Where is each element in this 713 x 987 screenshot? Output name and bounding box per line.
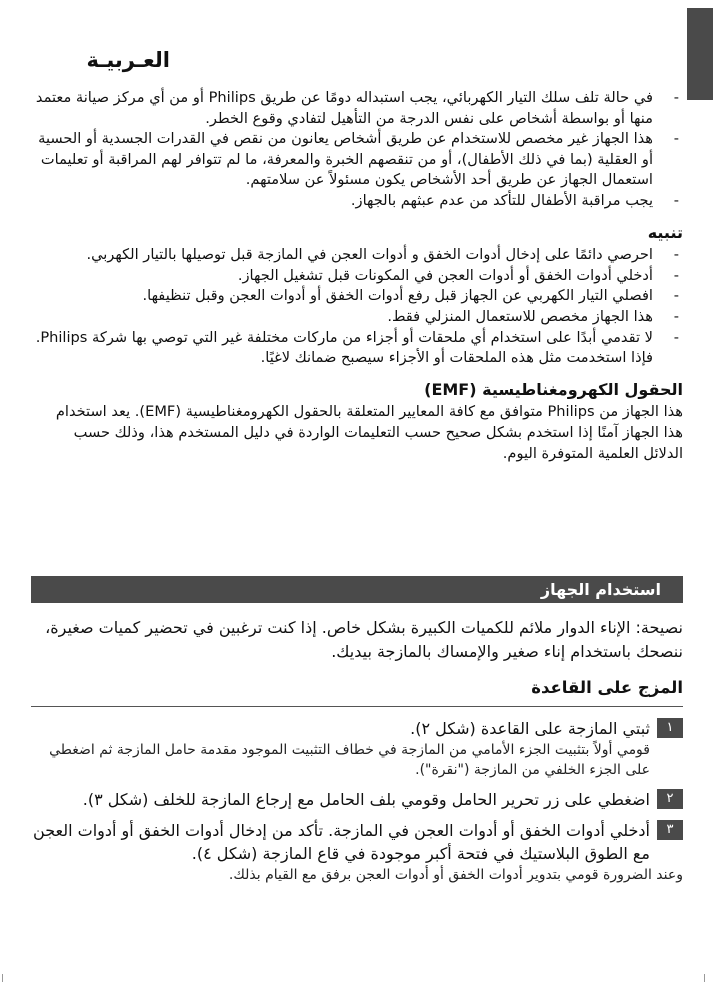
language-title: العـربيـة [86,48,170,72]
step-number-badge: ٣ [657,820,683,840]
language-tab [687,8,713,100]
safety-content [33,88,683,464]
warning-list [33,88,683,212]
crop-mark [704,974,705,982]
usage-content [31,616,683,885]
caution-heading: تنبيه [647,222,683,242]
list-item: - هذا الجهاز مخصص للاستعمال المنزلي فقط. [387,307,679,325]
emf-paragraph: هذا الجهاز من Philips متوافق مع كافة المعايير المتعلقة بالحقول الكهرومغناطيسية (EMF). يعد استخدام هذا الجهاز آمنًا إذا استخدم بشكل صحيح حسب التعليمات الواردة في دليل المستخدم هذا، وذلك حسب الدلائل العلمية المتوفرة اليوم. [55,403,683,462]
section-divider [31,706,683,707]
step-text: اضغطي على زر تحرير الحامل وقومي بلف الحامل مع إرجاع المازجة للخلف (شكل ٣). [82,790,650,809]
usage-heading-band: استخدام الجهاز [31,576,683,603]
base-mixing-heading: المزج على القاعدة [531,678,683,697]
list-item: - لا تقدمي أبدًا على استخدام أي ملحقات أو أجزاء من ماركات مختلفة غير التي توصي بها شركة Philips. فإذا استخدمت مثل هذه الملحقات أو الأجزاء سيصبح ضمانك لاغيًا. [35,328,679,367]
list-item: - احرصي دائمًا على إدخال أدوات الخفق و أدوات العجن في المازجة قبل توصيلها بالتيار الكهربي. [86,246,679,264]
list-item: - هذا الجهاز غير مخصص للاستخدام عن طريق أشخاص يعانون من نقص في القدرات الجسدية أو الحسية أو العقلية (بما في ذلك الأطفال)، أو من تنقصهم الخبرة والمعرفة، ما لم تتوافر لهم المراقبة أو تعليمات استعمال الجهاز عن طريق أحد الأشخاص يكون مسئولاً عن سلامتهم. [38,130,679,189]
emf-heading: الحقول الكهرومغناطيسية (EMF) [424,379,683,399]
caution-list [33,245,683,369]
step-2 [31,788,683,811]
step-1 [31,717,683,780]
list-item: - افصلي التيار الكهربي عن الجهاز قبل رفع أدوات الخفق أو أدوات العجن وقبل تنظيفها. [142,287,679,305]
list-item: - أدخلي أدوات الخفق أو أدوات العجن في المكونات قبل تشغيل الجهاز. [237,266,679,284]
step-note: قومي أولاً بتثبيت الجزء الأمامي من المازجة في خطاف التثبيت الموجود مقدمة حامل المازجة ثم اضغطي على الجزء الخلفي من المازجة ("نقرة"). [49,742,650,778]
step-number-badge: ١ [657,718,683,738]
step-note: وعند الضرورة قومي بتدوير أدوات الخفق أو أدوات العجن برفق مع القيام بذلك. [228,867,683,883]
list-item: - يجب مراقبة الأطفال للتأكد من عدم عبثهم بالجهاز. [350,191,679,209]
step-text: ثبتي المازجة على القاعدة (شكل ٢). [410,719,650,738]
crop-mark [2,974,3,982]
list-item: - في حالة تلف سلك التيار الكهربائي، يجب استبداله دومًا عن طريق Philips أو من أي مركز صيانة معتمد منها أو بواسطة أشخاص على نفس الدرجة من التأهيل لتفادي وقوع الخطر. [35,89,679,127]
usage-tip: نصيحة: الإناء الدوار ملائم للكميات الكبيرة بشكل خاص. إذا كنت ترغبين في تحضير كميات صغيرة، ننصحك باستخدام إناء صغير والإمساك بالمازجة بيديك. [45,618,683,661]
step-number-badge: ٢ [657,789,683,809]
step-3 [31,819,683,865]
step-text: أدخلي أدوات الخفق أو أدوات العجن في المازجة. تأكد من إدخال أدوات الخفق أو أدوات العجن مع الطوق البلاستيك في فتحة أكبر موجودة في قاع المازجة (شكل ٤). [33,821,650,863]
